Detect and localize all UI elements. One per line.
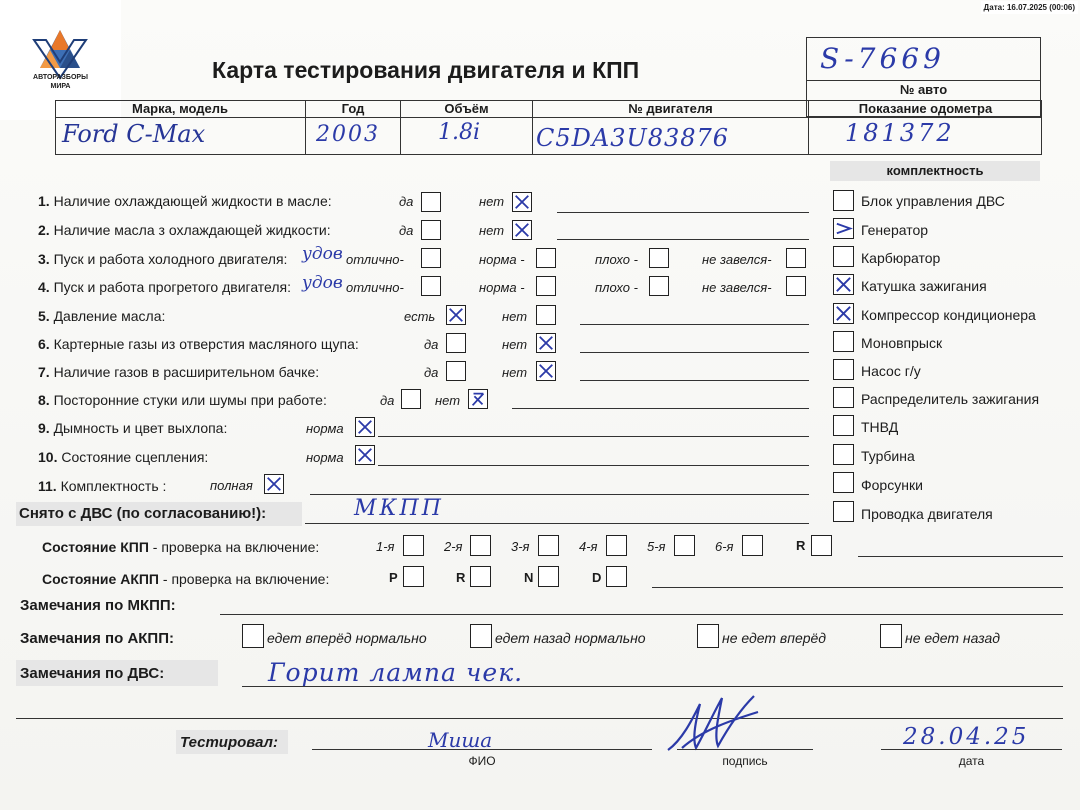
kpp-gear-2-label: 2-я [444, 539, 463, 554]
q2-opt-no-label: нет [479, 223, 505, 238]
car-number-label: № авто [899, 82, 948, 97]
q5-opt-no-label: нет [502, 309, 528, 324]
q8-opt-yes-label: да [380, 393, 395, 408]
q3-excellent-label: отлично- [346, 252, 404, 267]
check-mark-icon [265, 475, 283, 493]
q11-opt-full-label: полная [210, 478, 253, 493]
completeness-item-5: Моновпрыск [861, 335, 943, 351]
akpp-no-forward-label: не едет вперёд [722, 630, 827, 646]
q6-opt-no-label: нет [502, 337, 528, 352]
completeness-checkbox-7[interactable] [833, 387, 854, 408]
engine-no-value: C5DA3U83876 [536, 124, 730, 152]
question-5: 5. Давление масла: [38, 308, 166, 324]
akpp-no-backward-checkbox[interactable] [880, 624, 902, 648]
akpp-no-forward-checkbox[interactable] [697, 624, 719, 648]
q3-nostart-checkbox[interactable] [786, 248, 806, 268]
q5-yes-checkbox[interactable] [446, 305, 466, 325]
remarks-dvs-label: Замечания по ДВС: [20, 665, 165, 682]
completeness-item-7: Распределитель зажигания [861, 391, 1040, 407]
remarks-mkpp-label: Замечания по МКПП: [20, 597, 176, 614]
akpp-no-backward-label: не едет назад [905, 630, 1000, 646]
completeness-checkbox-1[interactable] [833, 218, 854, 239]
completeness-checkbox-8[interactable] [833, 415, 854, 436]
date-stamp: Дата: 16.07.2025 (00:06) [981, 1, 1078, 14]
volume-value: 1.8i [438, 120, 481, 145]
q3-normal-label: норма - [479, 252, 525, 267]
check-mark-icon [356, 446, 374, 464]
value-divider-3 [532, 117, 533, 154]
question-4: 4. Пуск и работа прогретого двигателя: [38, 279, 292, 295]
remarks-dvs-line [242, 686, 1063, 687]
completeness-item-0: Блок управления ДВС [861, 193, 1005, 209]
kpp-gear-3-label: 3-я [511, 539, 530, 554]
test-date: 28.04.25 [903, 724, 1030, 750]
completeness-checkbox-6[interactable] [833, 359, 854, 380]
q1-opt-yes-label: да [399, 194, 414, 209]
header-volume: Объём [400, 100, 532, 117]
q2-yes-checkbox[interactable] [421, 220, 441, 240]
question-7: 7. Наличие газов в расширительном бачке: [38, 364, 320, 380]
question-8: 8. Посторонние стуки или шумы при работе: [38, 392, 327, 408]
q10-opt-normal-label: норма [306, 450, 344, 465]
q3-bad-checkbox[interactable] [649, 248, 669, 268]
q11-full-checkbox[interactable] [264, 474, 284, 494]
kpp-gear-r-checkbox[interactable] [811, 535, 832, 556]
completeness-item-11: Проводка двигателя [861, 506, 993, 522]
q1-notes-line [557, 212, 809, 213]
kpp-notes-line [858, 556, 1063, 557]
completeness-item-10: Форсунки [861, 477, 923, 493]
completeness-checkbox-0[interactable] [833, 190, 854, 211]
q6-yes-checkbox[interactable] [446, 333, 466, 353]
question-9: 9. Дымность и цвет выхлопа: [38, 420, 228, 436]
q4-nostart-checkbox[interactable] [786, 276, 806, 296]
akpp-backward-ok-label: едет назад нормально [495, 630, 646, 646]
q10-normal-checkbox[interactable] [355, 445, 375, 465]
kpp-gear-1-checkbox[interactable] [403, 535, 424, 556]
question-10: 10. Состояние сцепления: [38, 449, 209, 465]
removed-line [305, 523, 809, 524]
completeness-checkbox-5[interactable] [833, 331, 854, 352]
odometer-value: 181372 [845, 119, 955, 147]
kpp-gear-2-checkbox[interactable] [470, 535, 491, 556]
q1-no-checkbox[interactable] [512, 192, 532, 212]
q4-handwritten: удов [302, 273, 343, 293]
akpp-forward-ok-label: едет вперёд нормально [267, 630, 427, 646]
q3-normal-checkbox[interactable] [536, 248, 556, 268]
kpp-gear-5-label: 5-я [647, 539, 666, 554]
check-mark-icon [469, 390, 487, 408]
check-mark-icon [537, 334, 555, 352]
name-line [312, 749, 652, 750]
tester-name: Миша [428, 728, 493, 752]
akpp-forward-ok-checkbox[interactable] [242, 624, 264, 648]
question-11: 11. Комплектность : [38, 478, 167, 494]
q3-excellent-checkbox[interactable] [421, 248, 441, 268]
q11-notes-line [310, 494, 809, 495]
q3-bad-label: плохо - [595, 252, 638, 267]
car-number-value: S-7669 [820, 42, 945, 75]
q8-notes-line [512, 408, 809, 409]
q1-opt-no-label: нет [479, 194, 505, 209]
question-1: 1. Наличие охлаждающей жидкости в масле: [38, 193, 332, 209]
check-mark-icon [356, 418, 374, 436]
q5-notes-line [580, 324, 809, 325]
q2-notes-line [557, 239, 809, 240]
completeness-item-1: Генератор [861, 222, 929, 238]
check-mark-icon [513, 221, 531, 239]
akpp-mode-n-checkbox[interactable] [538, 566, 559, 587]
q4-excellent-label: отлично- [346, 280, 404, 295]
value-divider-4 [808, 117, 809, 154]
kpp-gear-4-checkbox[interactable] [606, 535, 627, 556]
q4-excellent-checkbox[interactable] [421, 276, 441, 296]
remarks-extra-line [16, 718, 1063, 719]
kpp-gear-1-label: 1-я [376, 539, 395, 554]
q6-opt-yes-label: да [424, 337, 439, 352]
kpp-gear-6-label: 6-я [715, 539, 734, 554]
tested-label: Тестировал: [180, 734, 278, 751]
q7-opt-yes-label: да [424, 365, 439, 380]
completeness-checkbox-11[interactable] [833, 501, 854, 522]
akpp-backward-ok-checkbox[interactable] [470, 624, 492, 648]
remarks-akpp-label: Замечания по АКПП: [20, 630, 174, 647]
value-divider-2 [400, 117, 401, 154]
completeness-item-3: Катушка зажигания [861, 278, 987, 294]
akpp-notes-line [652, 587, 1063, 588]
akpp-mode-r-label: R [456, 570, 466, 585]
completeness-item-2: Карбюратор [861, 250, 941, 266]
question-2: 2. Наличие масла з охлаждающей жидкости: [38, 222, 331, 238]
q4-normal-label: норма - [479, 280, 525, 295]
q6-no-checkbox[interactable] [536, 333, 556, 353]
make-model-value: Ford C-Max [62, 120, 206, 148]
header-odometer: Показание одометра [808, 100, 1042, 117]
q7-yes-checkbox[interactable] [446, 361, 466, 381]
logo-text-line2: МИРА [50, 83, 71, 90]
car-number-divider [806, 80, 1041, 81]
header-engine-no: № двигателя [532, 100, 808, 117]
signature-caption: подпись [722, 754, 768, 768]
header-year: Год [305, 100, 400, 117]
akpp-mode-d-label: D [592, 570, 602, 585]
q7-notes-line [580, 380, 809, 381]
q6-notes-line [580, 352, 809, 353]
check-mark-icon [834, 304, 853, 323]
completeness-item-6: Насос г/у [861, 363, 921, 379]
kpp-gear-r-label: R [796, 538, 806, 553]
completeness-item-4: Компрессор кондиционера [861, 307, 1036, 323]
q4-normal-checkbox[interactable] [536, 276, 556, 296]
completeness-title: комплектность [886, 163, 984, 178]
date-caption: дата [958, 754, 985, 768]
year-value: 2003 [316, 122, 380, 147]
q5-no-checkbox[interactable] [536, 305, 556, 325]
q5-opt-yes-label: есть [404, 309, 436, 324]
akpp-mode-n-label: N [524, 570, 534, 585]
akpp-mode-d-checkbox[interactable] [606, 566, 627, 587]
q8-no-checkbox[interactable] [468, 389, 488, 409]
kpp-gear-3-checkbox[interactable] [538, 535, 559, 556]
check-mark-icon [447, 306, 465, 324]
logo-icon [0, 0, 121, 85]
q10-notes-line [378, 465, 809, 466]
q7-no-checkbox[interactable] [536, 361, 556, 381]
q9-notes-line [378, 436, 809, 437]
completeness-checkbox-2[interactable] [833, 246, 854, 267]
q8-opt-no-label: нет [435, 393, 461, 408]
kpp-gear-5-checkbox[interactable] [674, 535, 695, 556]
kpp-label: Состояние КПП - проверка на включение: [42, 539, 320, 555]
q2-opt-yes-label: да [399, 223, 414, 238]
q7-opt-no-label: нет [502, 365, 528, 380]
kpp-gear-4-label: 4-я [579, 539, 598, 554]
completeness-item-9: Турбина [861, 448, 915, 464]
akpp-mode-r-checkbox[interactable] [470, 566, 491, 587]
question-3: 3. Пуск и работа холодного двигателя: [38, 251, 288, 267]
q3-nostart-label: не завелся- [702, 252, 772, 267]
remarks-mkpp-line [220, 614, 1063, 615]
removed-label: Снято с ДВС (по согласованию!): [19, 505, 267, 522]
akpp-mode-p-label: P [389, 570, 398, 585]
header-row-divider [55, 117, 1042, 118]
q9-normal-checkbox[interactable] [355, 417, 375, 437]
value-divider-1 [305, 117, 306, 154]
check-mark-icon [513, 193, 531, 211]
removed-value: МКПП [354, 496, 444, 521]
check-mark-icon [834, 275, 853, 294]
akpp-label: Состояние АКПП - проверка на включение: [42, 571, 330, 587]
completeness-checkbox-9[interactable] [833, 444, 854, 465]
header-make-model: Марка, модель [131, 101, 229, 116]
completeness-item-8: ТНВД [861, 419, 899, 435]
q4-nostart-label: не завелся- [702, 280, 772, 295]
logo-text-line1: АВТОРАЗБОРЫ [33, 74, 88, 81]
remarks-dvs-value: Горит лампа чек. [268, 658, 524, 687]
q1-yes-checkbox[interactable] [421, 192, 441, 212]
date-line [881, 749, 1062, 750]
completeness-checkbox-4[interactable] [833, 303, 854, 324]
completeness-checkbox-3[interactable] [833, 274, 854, 295]
q9-opt-normal-label: норма [306, 421, 344, 436]
akpp-mode-p-checkbox[interactable] [403, 566, 424, 587]
kpp-gear-6-checkbox[interactable] [742, 535, 763, 556]
signature-line [677, 749, 813, 750]
q4-bad-label: плохо - [595, 280, 638, 295]
completeness-checkbox-10[interactable] [833, 472, 854, 493]
q3-handwritten: удов [302, 244, 343, 264]
q8-yes-checkbox[interactable] [401, 389, 421, 409]
name-caption: ФИО [468, 754, 496, 768]
check-mark-icon [834, 219, 853, 238]
q2-no-checkbox[interactable] [512, 220, 532, 240]
q4-bad-checkbox[interactable] [649, 276, 669, 296]
check-mark-icon [537, 362, 555, 380]
form-title: Карта тестирования двигателя и КПП [212, 57, 640, 83]
question-6: 6. Картерные газы из отверстия масляного щупа: [38, 336, 359, 352]
